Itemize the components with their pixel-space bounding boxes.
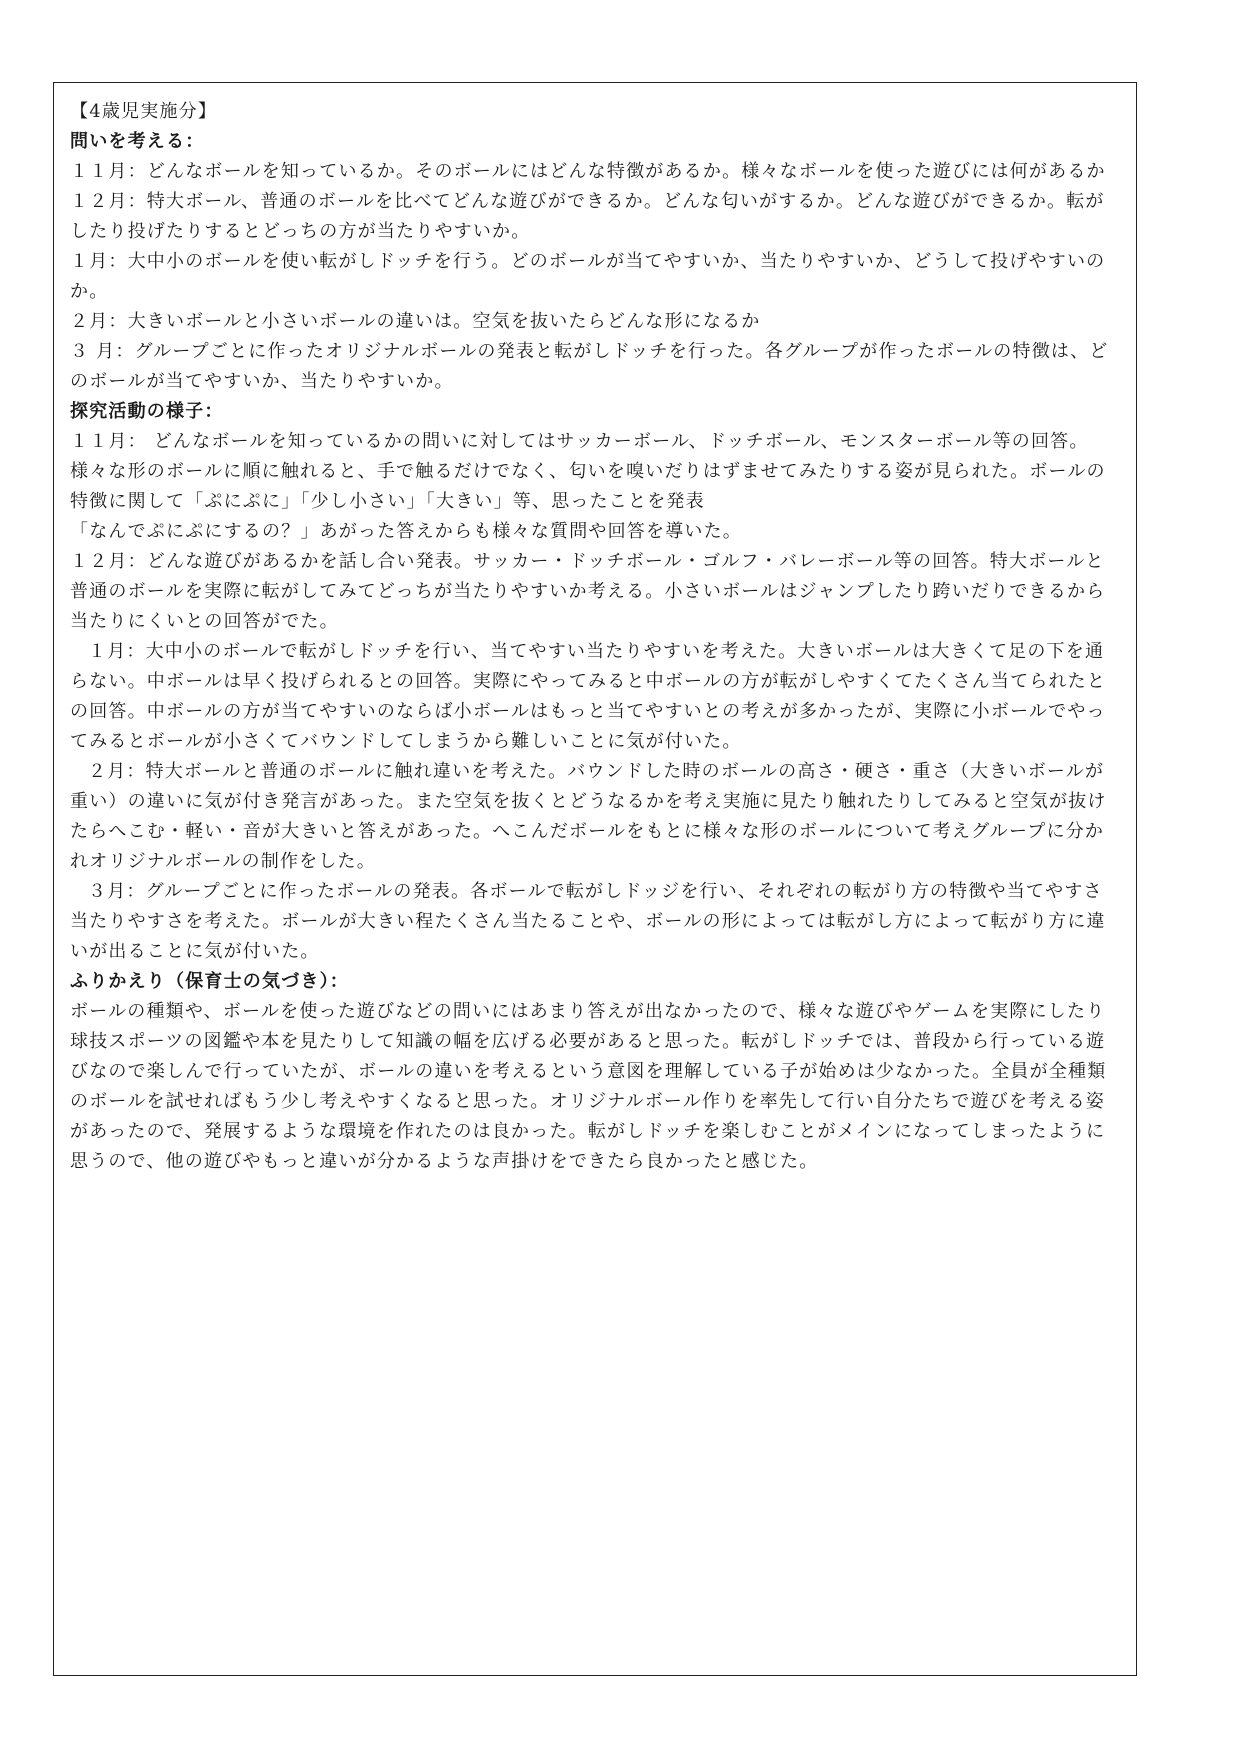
question-march: ３ 月：グループごとに作ったオリジナルボールの発表と転がしドッチを行った。各グループが作ったボールの特徴は、どのボールが当てやすいか、当たりやすいか。 (70, 341, 1109, 392)
activity-march: ３月：グループごとに作ったボールの発表。各ボールで転がしドッジを行い、それぞれの転がり方の特徴や当てやすさ当たりやすさを考えた。ボールが大きい程たくさん当たることや、ボールの形によっては転がし方によって転がり方に違いが出ることに気が付いた。 (70, 881, 1106, 962)
reflection-heading: ふりかえり（保育士の気づき）： (70, 971, 349, 992)
reflection-text: ボールの種類や、ボールを使った遊びなどの問いにはあまり答えが出なかったので、様々な遊びやゲームを実際にしたり球技スポーツの図鑑や本を見たりして知識の幅を広げる必要があると思った。転がしドッチでは、普段から行っている遊びなので楽しんで行っていたが、ボールの違いを考えるという意図を理解している子が始めは少なかった。全員が全種類のボールを試せればもう少し考えやすくなると思った。オリジナルボール作りを率先して行い自分たちで遊びを考える姿があったので、発展するような環境を作れたのは良かった。転がしドッチを楽しむことがメインになってしまったように思うので、他の遊びやもっと違いが分かるような声掛けをできたら良かったと感じた。 (70, 1001, 1107, 1172)
question-january: １月：大中小のボールを使い転がしドッチを行う。どのボールが当てやすいか、当たりやすいか、どうして投げやすいのか。 (70, 251, 1106, 302)
section-title: 【4歳児実施分】 (70, 101, 218, 122)
activity-february: ２月：特大ボールと普通のボールに触れ違いを考えた。バウンドした時のボールの高さ・硬さ・重さ（大きいボールが重い）の違いに気が付き発言があった。また空気を抜くとどうなるかを考え実施に見たり触れたりしてみると空気が抜けたらへこむ・軽い・音が大きいと答えがあった。へこんだボールをもとに様々な形のボールについて考えグループに分かれオリジナルボールの制作をした。 (70, 761, 1107, 872)
activity-december: １２月：どんな遊びがあるかを話し合い発表。サッカー・ドッチボール・ゴルフ・バレーボール等の回答。特大ボールと普通のボールを実際に転がしてみてどっちが当たりやすいか考える。小さいボールはジャンプしたり跨いだりできるから当たりにくいとの回答がでた。 (70, 551, 1106, 632)
activity-january: １月：大中小のボールで転がしドッチを行い、当てやすい当たりやすいを考えた。大きいボールは大きくて足の下を通らない。中ボールは早く投げられるとの回答。実際にやってみると中ボールの方が転がしやすくてたくさん当てられたとの回答。中ボールの方が当てやすいのならば小ボールはもっと当てやすいとの考えが多かったが、実際に小ボールでやってみるとボールが小さくてバウンドしてしまうから難しいことに気が付いた。 (70, 641, 1107, 752)
report-frame (53, 82, 1137, 1676)
activity-november: １１月： どんなボールを知っているかの問いに対してはサッカーボール、ドッチボール、モンスターボール等の回答。様々な形のボールに順に触れると、手で触るだけでなく、匂いを嗅いだりはずませてみたりする姿が見られた。ボールの特徴に関して「ぷにぷに」「少し小さい」「大きい」等、思ったことを発表 (70, 431, 1106, 512)
question-february: ２月：大きいボールと小さいボールの違いは。空気を抜いたらどんな形になるか (70, 311, 761, 332)
activity-november-followup: 「なんでぷにぷにするの？」あがった答えからも様々な質問や回答を導いた。 (70, 521, 742, 542)
questions-heading: 問いを考える： (70, 131, 205, 152)
question-november: １１月：どんなボールを知っているか。そのボールにはどんな特徴があるか。様々なボールを使った遊びには何があるか (70, 161, 1106, 182)
question-december: １２月：特大ボール、普通のボールを比べてどんな遊びができるか。どんな匂いがするか。どんな遊びができるか。転がしたり投げたりするとどっちの方が当たりやすいか。 (70, 191, 1105, 242)
activities-heading: 探究活動の様子： (70, 401, 224, 422)
